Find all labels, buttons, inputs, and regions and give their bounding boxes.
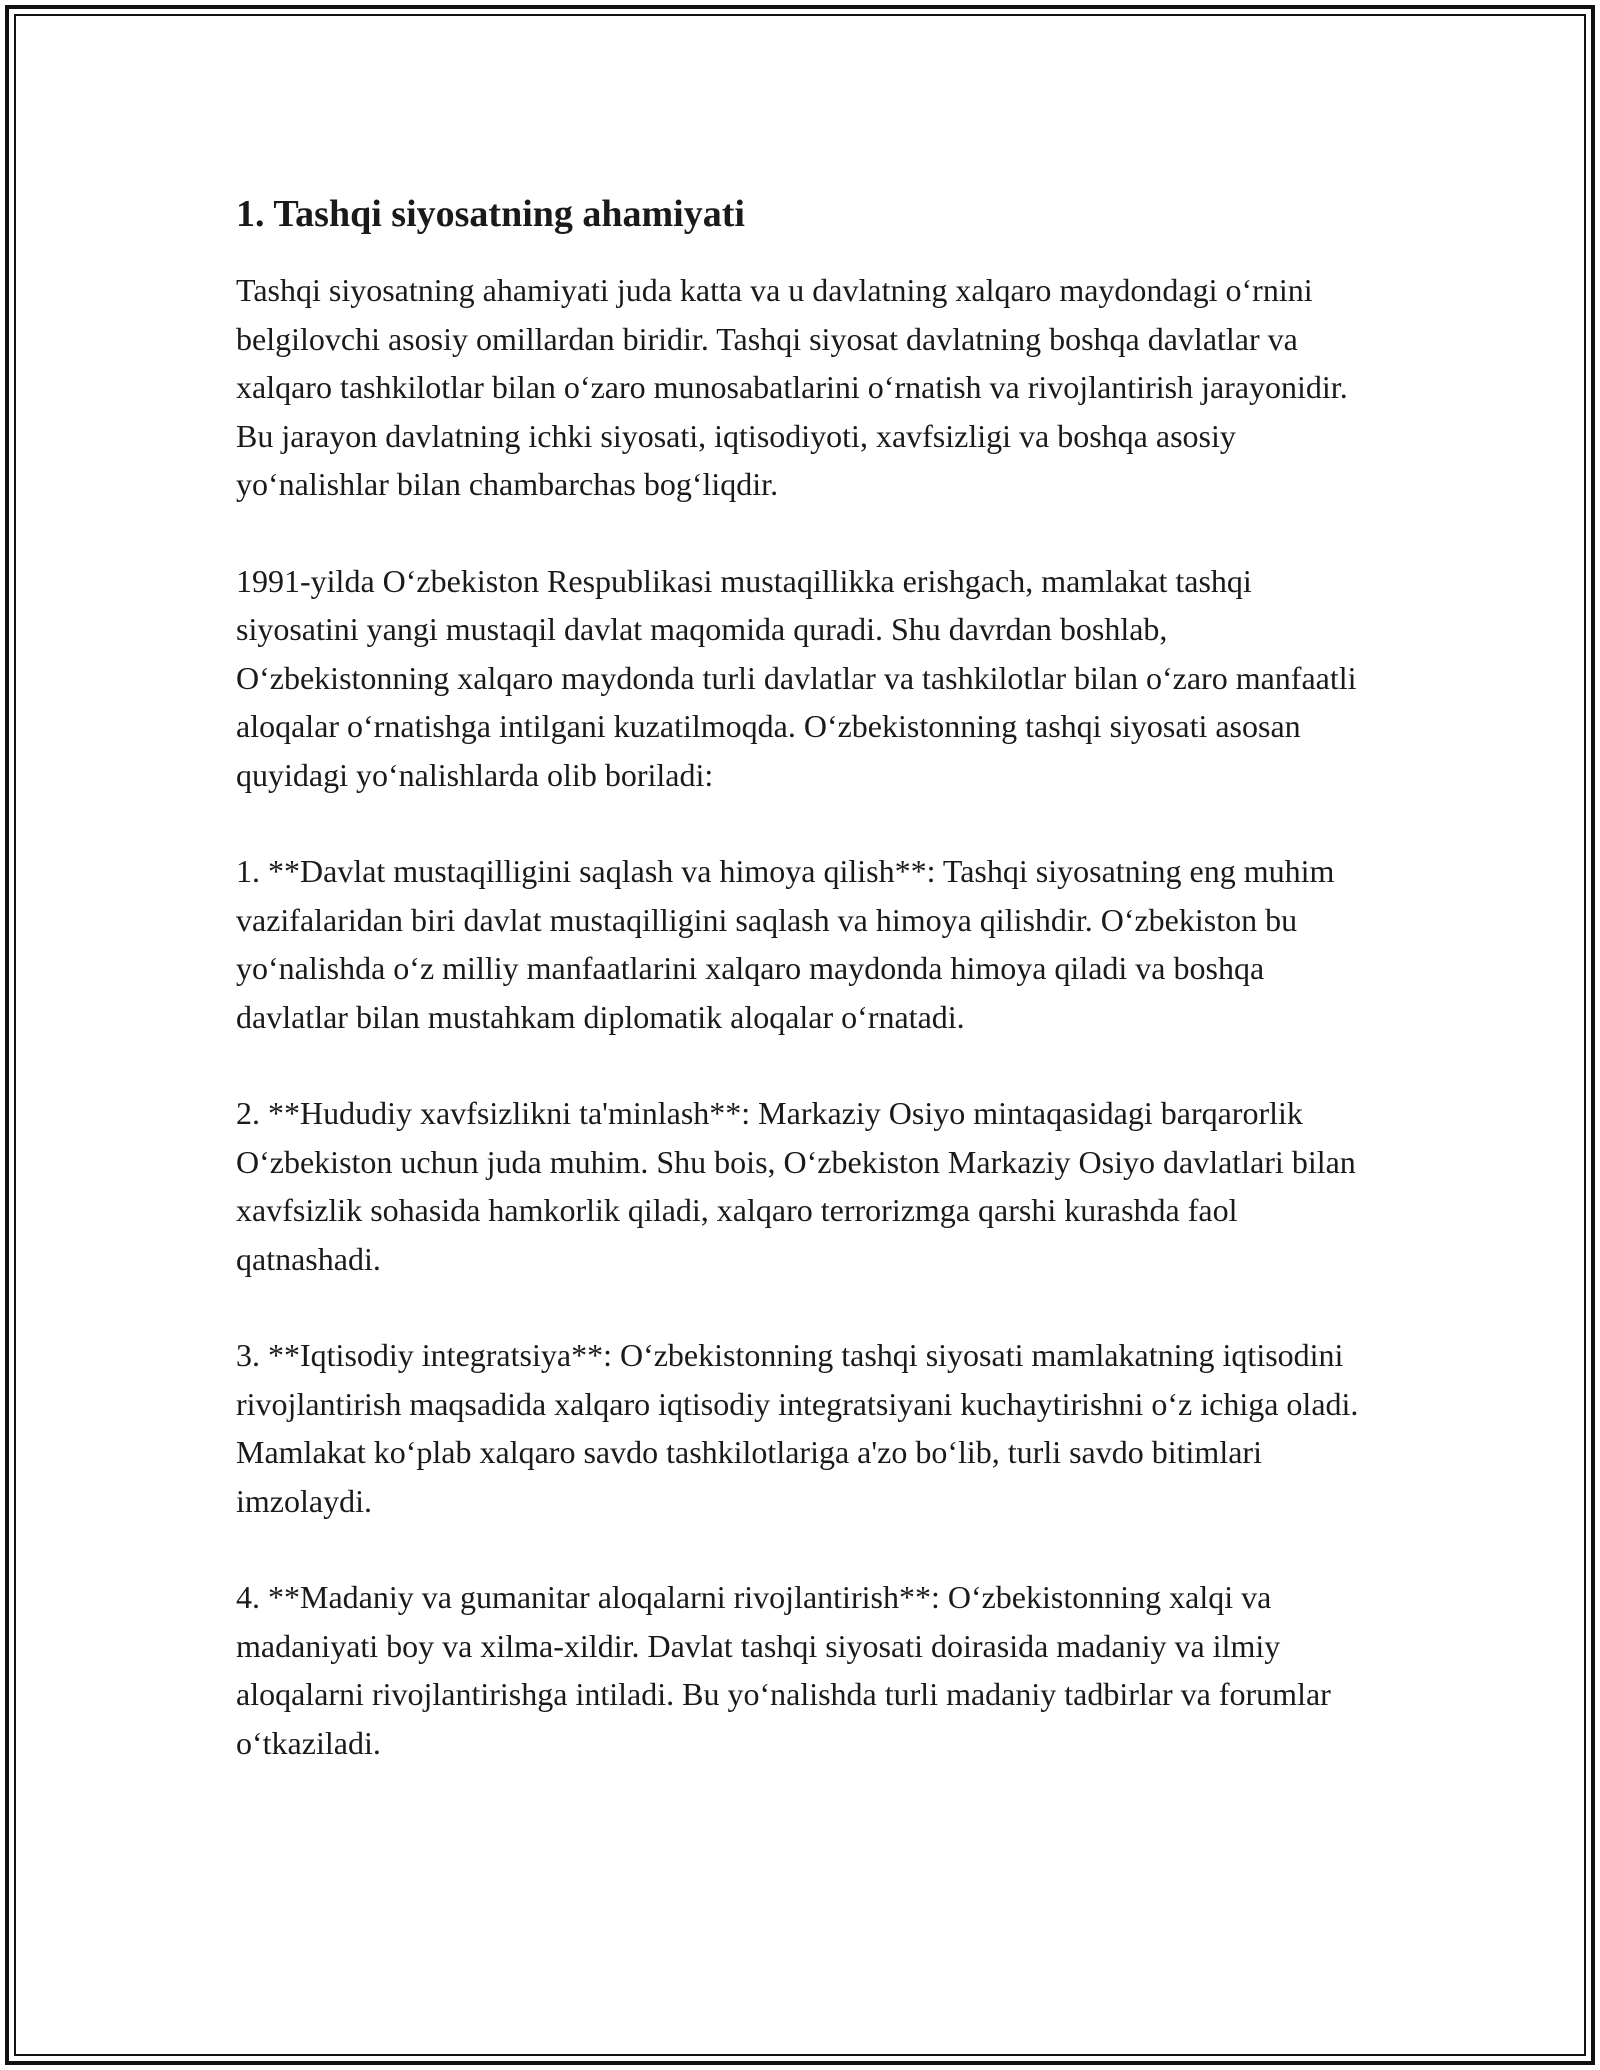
document-title: 1. Tashqi siyosatning ahamiyati	[236, 193, 745, 235]
list-item-security: 2. **Hududiy xavfsizlikni ta'minlash**: Markaziy Osiyo mintaqasidagi barqarorlik O‘zbekiston uchun juda muhim. Shu bois, O‘zbekiston Markaziy Osiyo davlatlari bilan xavfsizlik sohasida hamkorlik qiladi, xalqaro terrorizmga qarshi kurashda faol qatnashadi.	[236, 1095, 1356, 1277]
list-item-economic-integration: 3. **Iqtisodiy integratsiya**: O‘zbekistonning tashqi siyosati mamlakatning iqtisodini rivojlantirish maqsadida xalqaro iqtisodiy integratsiyani kuchaytirishni o‘z ichiga oladi. Mamlakat ko‘plab xalqaro savdo tashkilotlariga a'zo bo‘lib, turli savdo bitimlari imzolaydi.	[236, 1337, 1359, 1519]
paragraph-intro: Tashqi siyosatning ahamiyati juda katta va u davlatning xalqaro maydondagi o‘rnini belgilovchi asosiy omillardan biridir. Tashqi siyosat davlatning boshqa davlatlar va xalqaro tashkilotlar bilan o‘zaro munosabatlarini o‘rnatish va rivojlantirish jarayonidir. Bu jarayon davlatning ichki siyosati, iqtisodiyoti, xavfsizligi va boshqa asosiy yo‘nalishlar bilan chambarchas bog‘liqdir.	[236, 272, 1348, 502]
document-page	[236, 188, 1366, 1815]
paragraph-independence: 1991-yilda O‘zbekiston Respublikasi mustaqillikka erishgach, mamlakat tashqi siyosatini yangi mustaqil davlat maqomida quradi. Shu davrdan boshlab, O‘zbekistonning xalqaro maydonda turli davlatlar va tashkilotlar bilan o‘zaro manfaatli aloqalar o‘rnatishga intilgani kuzatilmoqda. O‘zbekistonning tashqi siyosati asosan quyidagi yo‘nalishlarda olib boriladi:	[236, 562, 1357, 793]
list-item-cultural-relations: 4. **Madaniy va gumanitar aloqalarni rivojlantirish**: O‘zbekistonning xalqi va madaniyati boy va xilma-xildir. Davlat tashqi siyosati doirasida madaniy va ilmiy aloqalarni rivojlantirishga intiladi. Bu yo‘nalishda turli madaniy tadbirlar va forumlar o‘tkaziladi.	[236, 1579, 1331, 1761]
list-item-sovereignty: 1. **Davlat mustaqilligini saqlash va himoya qilish**: Tashqi siyosatning eng muhim vazifalaridan biri davlat mustaqilligini saqlash va himoya qilishdir. O‘zbekiston bu yo‘nalishda o‘z milliy manfaatlarini xalqaro maydonda himoya qiladi va boshqa davlatlar bilan mustahkam diplomatik aloqalar o‘rnatadi.	[236, 853, 1335, 1035]
